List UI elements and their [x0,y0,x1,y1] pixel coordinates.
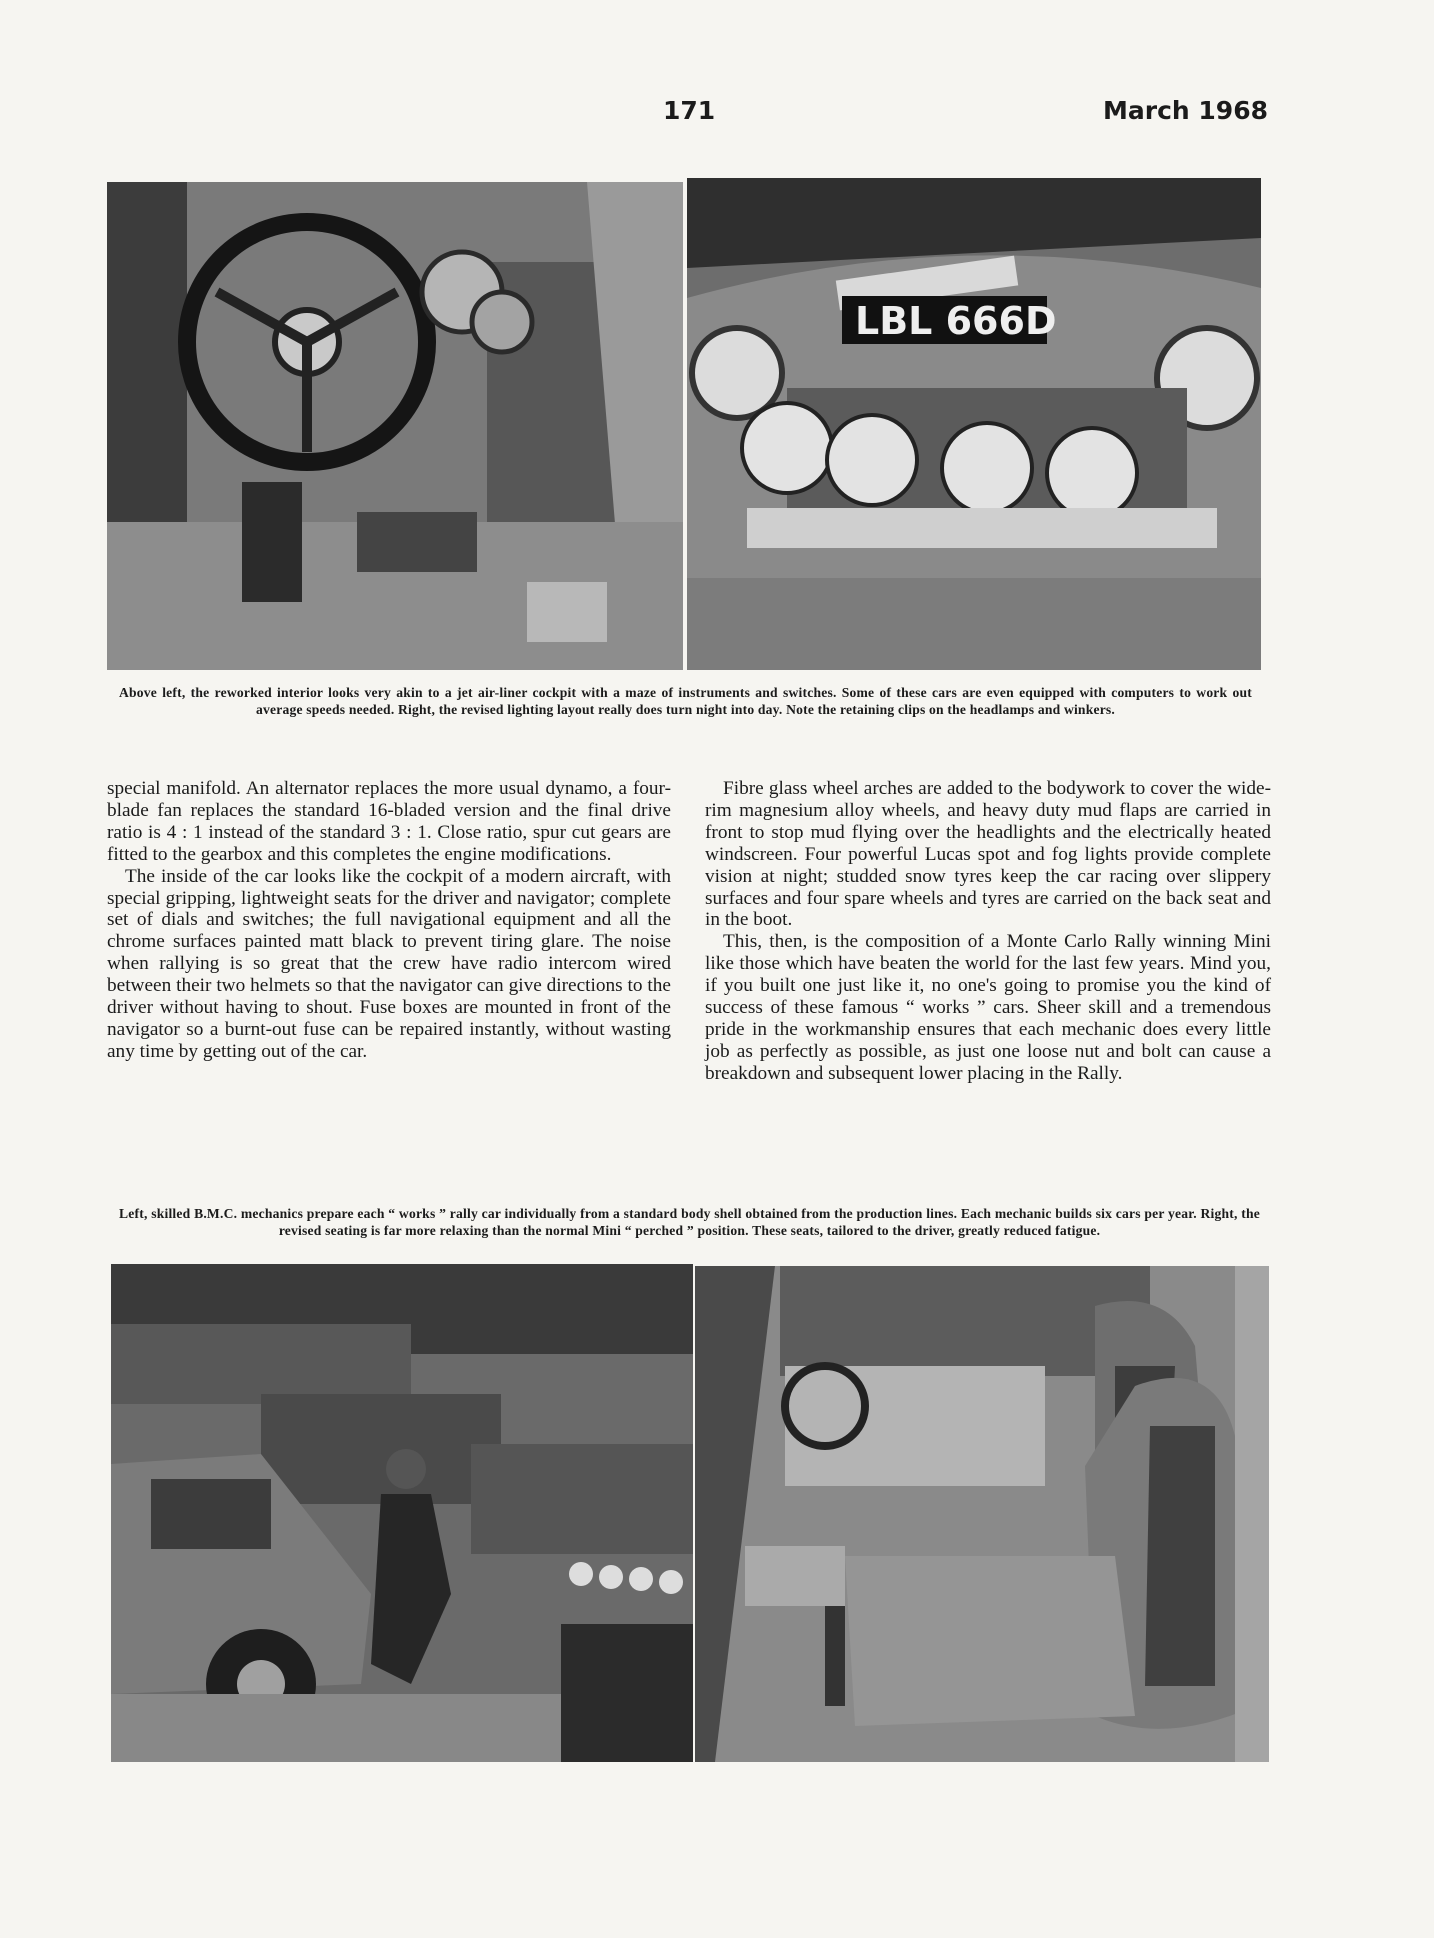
photo-workshop-mechanics [111,1264,693,1762]
article-paragraph: Fibre glass wheel arches are added to the bodywork to cover the wide-rim magnesium alloy wheels, and heavy duty mud flaps are carried in front to stop mud flying over the headlights and the electrically heated windscreen. Four powerful Lucas spot and fog lights provide complete vision at night; studded snow tyres keep the car racing over slippery surfaces and four spare wheels and tyres are carried on the back seat and in the boot. [705,778,1271,931]
number-plate: LBL 666D [855,299,1057,343]
caption-top: Above left, the reworked interior looks very akin to a jet air-liner cockpit with a maze of instruments and switches. Some of these cars are even equipped with computers to work out average speeds needed. Right, the revised lighting layout really does turn night into day. Note the retaining clips on the headlamps and winkers. [119,685,1252,717]
article-column-left [107,778,671,1063]
article-paragraph: This, then, is the composition of a Monte Carlo Rally winning Mini like those which have beaten the world for the last few years. Mind you, if you built one just like it, no one's going to promise you the kind of success of these famous “ works ” cars. Sheer skill and a tremendous pride in the workmanship ensures that each mechanic does every little job as perfectly as possible, as just one loose nut and bolt can cause a breakdown and subsequent lower placing in the Rally. [705,931,1271,1084]
article-paragraph: The inside of the car looks like the cockpit of a modern aircraft, with special gripping, lightweight seats for the driver and navigator; complete set of dials and switches; the full navigational equipment and all the chrome surfaces painted matt black to prevent tiring glare. The noise when rallying is so great that the crew have radio intercom wired between their two helmets so that the navigator can give directions to the driver without having to shout. Fuse boxes are mounted in front of the navigator so a burnt-out fuse can be repaired instantly, without wasting any time by getting out of the car. [107,865,671,1062]
photo-cockpit-interior [107,182,683,670]
article-paragraph: special manifold. An alternator replaces the more usual dynamo, a four-blade fan replaces the standard 16-bladed version and the final drive ratio is 4 : 1 instead of the standard 3 : 1. Close ratio, spur cut gears are fitted to the gearbox and this completes the engine modifications. [107,778,671,865]
caption-bottom: Left, skilled B.M.C. mechanics prepare each “ works ” rally car individually from a standard body shell obtained from the production lines. Each mechanic builds six cars per year. Right, the revised seating is far more relaxing than the normal Mini “ perched ” position. These seats, tailored to the driver, greatly reduced fatigue. [119,1206,1260,1238]
issue-date: March 1968 [1103,96,1268,125]
photo-front-lights [687,178,1261,670]
article-column-right [705,778,1271,1085]
photo-revised-seating [695,1266,1269,1762]
page-header [0,96,1434,136]
page-number: 171 [663,96,716,125]
